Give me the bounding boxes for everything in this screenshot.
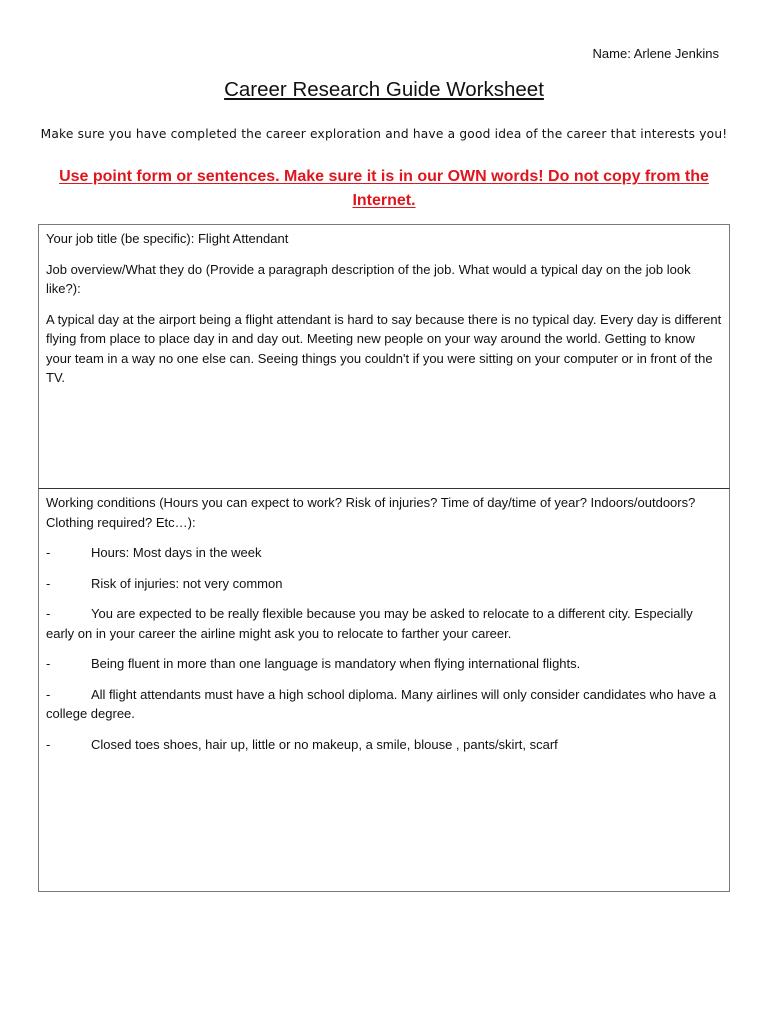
intro-instruction: Make sure you have completed the career exploration and have a good idea of the career that interests you!	[40, 127, 728, 141]
overview-answer: A typical day at the airport being a flight attendant is hard to say because there is no typical day. Every day is different flying from place to place day in and day out. Meeting new people on your way around the world. Getting to know your team in a way no one else can. Seeing things you couldn't if you were sitting on your computer or in front of the TV.	[46, 311, 722, 385]
bullet-text: All flight attendants must have a high school diploma. Many airlines will only consider candidates who have a college degree.	[46, 686, 717, 721]
bullet-dash: -	[46, 606, 51, 621]
list-item	[46, 604, 722, 643]
job-overview-box	[38, 224, 730, 489]
bullet-dash: -	[46, 656, 51, 671]
overview-prompt: Job overview/What they do (Provide a paragraph description of the job. What would a typical day on the job look like?):	[46, 261, 691, 296]
working-conditions-box	[38, 488, 730, 892]
list-item	[46, 654, 722, 674]
bullet-dash: -	[46, 736, 51, 752]
bullet-text: Risk of injuries: not very common	[91, 575, 283, 591]
worksheet-title: Career Research Guide Worksheet	[224, 78, 544, 101]
student-name: Name: Arlene Jenkins	[592, 46, 719, 61]
warning-instruction: Use point form or sentences. Make sure it is in our OWN words! Do not copy from the Internet.	[59, 168, 709, 209]
bullet-text: You are expected to be really flexible because you may be asked to relocate to a different city. Especially early on in your career the airline might ask you to relocate to farther your career.	[46, 606, 693, 641]
list-item	[46, 685, 722, 724]
bullet-dash: -	[46, 575, 51, 591]
bullet-text: Closed toes shoes, hair up, little or no makeup, a smile, blouse , pants/skirt, scarf	[91, 736, 558, 752]
job-title-line: Your job title (be specific): Flight Attendant	[46, 231, 289, 246]
list-item	[46, 735, 722, 755]
conditions-prompt: Working conditions (Hours you can expect to work? Risk of injuries? Time of day/time of year? Indoors/outdoors? Clothing required? Etc…):	[46, 495, 696, 530]
list-item	[46, 543, 722, 563]
bullet-dash: -	[46, 545, 51, 560]
bullet-dash: -	[46, 686, 51, 702]
bullet-text: Being fluent in more than one language is mandatory when flying international flights.	[91, 656, 581, 671]
bullet-text: Hours: Most days in the week	[91, 545, 262, 560]
list-item	[46, 574, 722, 594]
